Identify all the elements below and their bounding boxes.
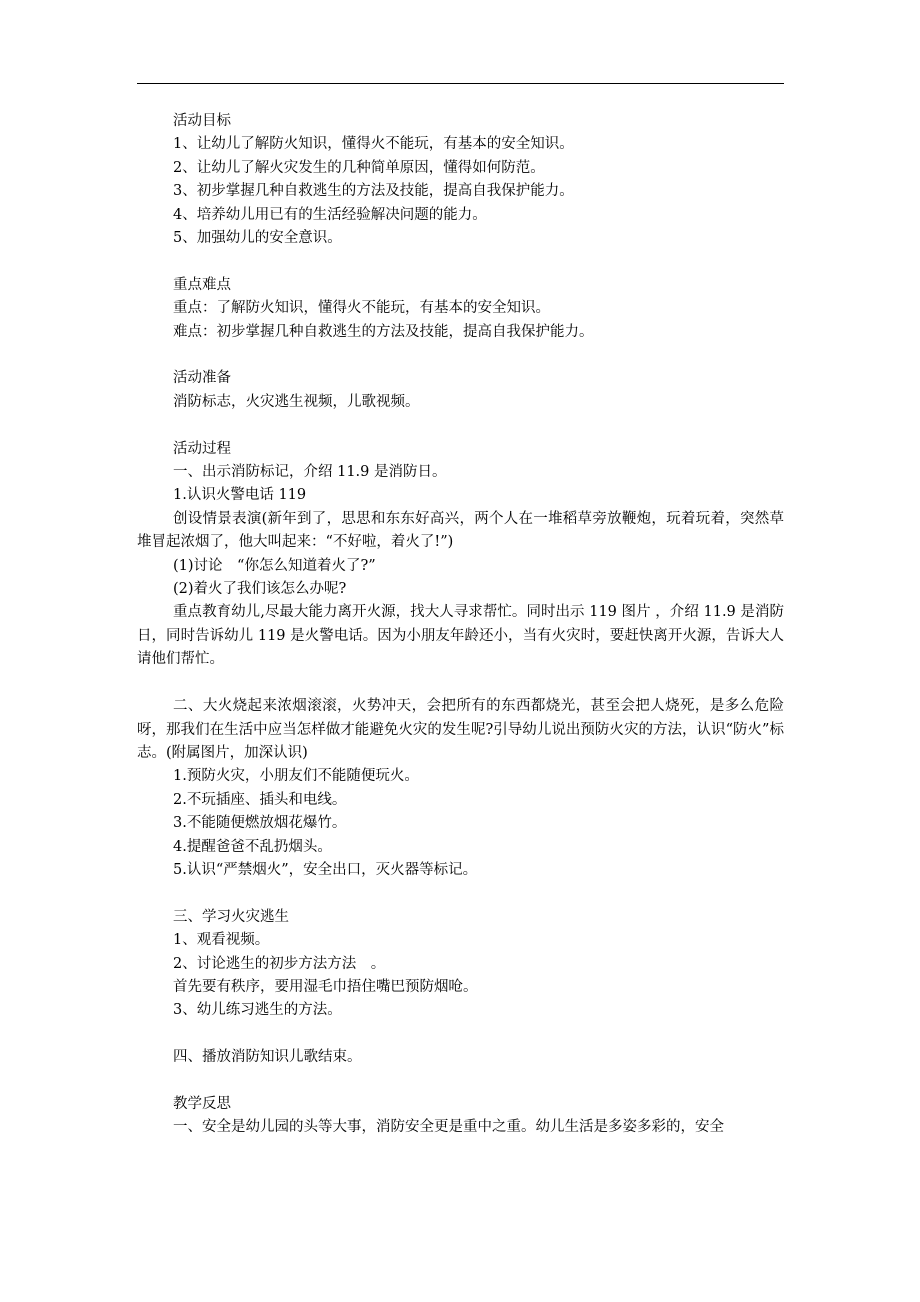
goal-item: 4、培养幼儿用已有的生活经验解决问题的能力。 [173,206,487,223]
section-heading-goals: 活动目标 [173,113,231,129]
section-heading-preparation: 活动准备 [173,370,231,387]
process-part1-title: 一、出示消防标记，介绍 11.9 是消防日。 [173,464,447,481]
process-scene-paragraph: 创设情景表演(新年到了，思思和东东好高兴，两个人在一堆稻草旁放鞭炮，玩着玩着，突然草堆冒起浓烟了，他大叫起来：“不好啦，着火了!”) [137,510,784,551]
blank-line [137,344,784,367]
section-heading-process: 活动过程 [173,440,231,457]
blank-line [137,250,784,273]
blank-line [137,414,784,437]
preparation-item: 消防标志，火灾逃生视频，儿歌视频。 [173,393,420,410]
section-heading-key-points: 重点难点 [173,276,231,293]
escape-item: 1、观看视频。 [173,932,270,949]
prevention-item: 4.提醒爸爸不乱扔烟头。 [173,838,332,855]
discussion-question: (1)讨论 “你怎么知道着火了?” [173,557,376,574]
blank-line [137,882,784,905]
prevention-item: 5.认识“严禁烟火”，安全出口，灭火器等标记。 [173,861,478,878]
goal-item: 5、加强幼儿的安全意识。 [173,230,342,247]
process-part4-title: 四、播放消防知识儿歌结束。 [173,1049,362,1066]
prevention-item: 2.不玩插座、插头和电线。 [173,791,347,808]
process-part2-intro: 二、大火烧起来浓烟滚滚，火势冲天，会把所有的东西都烧光，甚至会把人烧死，是多么危险呀，那我们在生活中应当怎样做才能避免火灾的发生呢?引导幼儿说出预防火灾的方法，认识“防火”标志。(附属图片，加深认识) [137,698,784,761]
goal-item: 2、让幼儿了解火灾发生的几种简单原因，懂得如何防范。 [173,159,545,176]
key-point-item: 重点：了解防火知识，懂得火不能玩，有基本的安全知识。 [173,300,550,317]
prevention-item: 1.预防火灾，小朋友们不能随便玩火。 [173,768,419,785]
escape-item: 3、幼儿练习逃生的方法。 [173,1002,342,1019]
discussion-question: (2)着火了我们该怎么办呢? [173,581,347,598]
blank-line [137,1070,784,1093]
escape-item: 2、讨论逃生的初步方法方法 。 [173,955,386,972]
document-body [137,110,784,1140]
goal-item: 1、让幼儿了解防火知识，懂得火不能玩，有基本的安全知识。 [173,136,574,153]
process-education-paragraph: 重点教育幼儿,尽最大能力离开火源，找大人寻求帮忙。同时出示 119 图片 ，介绍 11.9 是消防日，同时告诉幼儿 119 是火警电话。因为小朋友年龄还小，当有火灾时，要赶快离开火源，告诉大人请他们帮忙。 [137,604,784,668]
goal-item: 3、初步掌握几种自救逃生的方法及技能，提高自我保护能力。 [173,183,574,200]
section-heading-reflection: 教学反思 [173,1095,231,1112]
prevention-item: 3.不能随便燃放烟花爆竹。 [173,815,347,832]
reflection-first-line: 一、安全是幼儿园的头等大事，消防安全更是重中之重。幼儿生活是多姿多彩的，安全 [173,1119,724,1136]
blank-line [137,672,784,695]
escape-item: 首先要有秩序，要用湿毛巾捂住嘴巴预防烟呛。 [173,978,478,995]
process-part1-subtitle: 1.认识火警电话 119 [173,487,307,504]
blank-line [137,1023,784,1046]
key-point-item: 难点：初步掌握几种自救逃生的方法及技能，提高自我保护能力。 [173,323,594,340]
header-rule [137,83,784,84]
process-part3-title: 三、学习火灾逃生 [173,908,289,925]
